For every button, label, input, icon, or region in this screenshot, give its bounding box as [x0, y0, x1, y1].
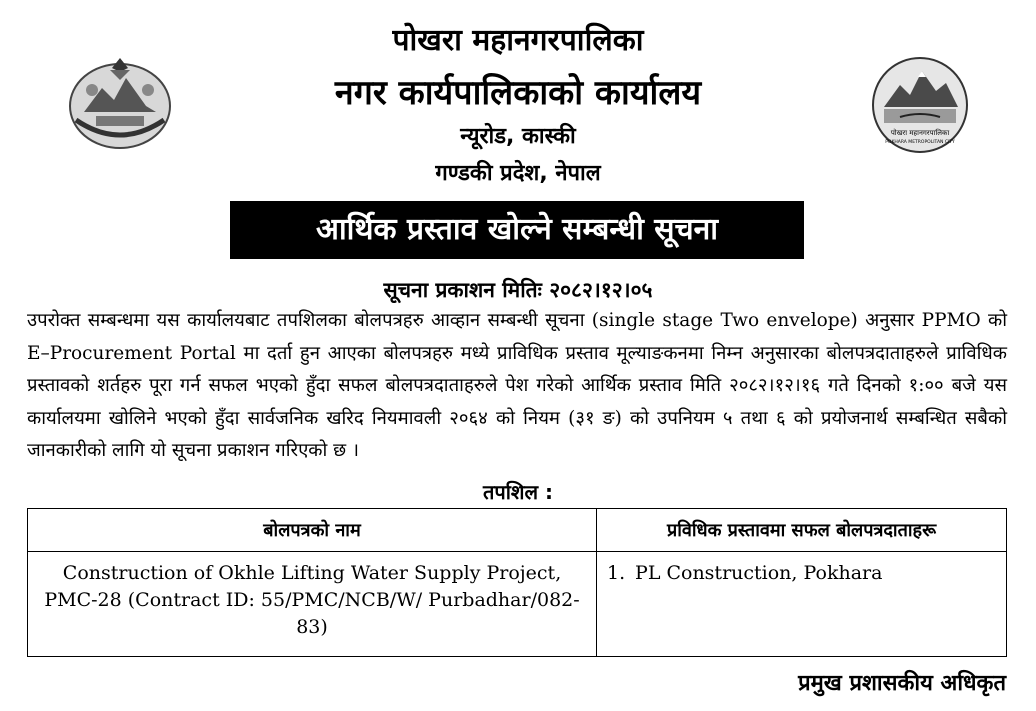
office-address: न्यूरोड, कास्की: [460, 124, 576, 149]
office-province: गण्डकी प्रदेश, नेपाल: [435, 161, 601, 186]
signatory-title: प्रमुख प्रशासकीय अधिकृत: [798, 671, 1006, 696]
logo-text-english: POKHARA METROPOLITAN CITY: [885, 140, 955, 145]
bidder-number: 1.: [607, 562, 626, 584]
logo-text-nepali: पोखरा महानगरपालिका: [890, 129, 950, 137]
bid-results-table: [27, 508, 1007, 657]
office-name: नगर कार्यपालिकाको कार्यालय: [334, 73, 702, 113]
column-header-successful-bidders: प्रविधिक प्रस्तावमा सफल बोलपत्रदाताहरू: [597, 509, 1007, 552]
bidder-item: [607, 560, 996, 587]
table-row: [28, 552, 1007, 657]
bidders-cell: [597, 552, 1007, 657]
bid-name-cell: Construction of Okhle Lifting Water Supply Project, PMC-28 (Contract ID: 55/PMC/NCB/W/ Purbadhar/082-83): [28, 552, 597, 657]
publication-date: सूचना प्रकाशन मितिः २०८२।१२।०५: [383, 278, 653, 302]
municipality-name: पोखरा महानगरपालिका: [392, 23, 644, 58]
notice-body-paragraph: उपरोक्त सम्बन्धमा यस कार्यालयबाट तपशिलका बोलपत्रहरु आव्हान सम्बन्धी सूचना (single stage Two envelope) अनुसार PPMO को E–Procurement Portal मा दर्ता हुन आएका बोलपत्रहरु मध्ये प्राविधिक प्रस्ताव मूल्याङकनमा निम्न अनुसारका बोलपत्रदाताहरुले प्राविधिक प्रस्तावको शर्तहरु पूरा गर्न सफल भएको हुँदा सफल बोलपत्रदाताहरुले पेश गरेको आर्थिक प्रस्ताव मिति २०८२।१२।१६ गते दिनको १:०० बजे यस कार्यालयमा खोलिने भएको हुँदा सार्वजनिक खरिद नियमावली २०६४ को नियम (३१ ङ) को उपनियम ५ तथा ६ को प्रयोजनार्थ सम्बन्धित सबैको जानकारीको लागि यो सूचना प्रकाशन गरिएको छ ।: [27, 310, 1007, 461]
column-header-bid-name: बोलपत्रको नाम: [28, 509, 597, 552]
notice-header: [0, 0, 1036, 200]
table-header-row: [28, 509, 1007, 552]
details-label: तपशिल :: [482, 480, 554, 504]
notice-title-banner: आर्थिक प्रस्ताव खोल्ने सम्बन्धी सूचना: [230, 201, 804, 259]
bidder-name: PL Construction, Pokhara: [635, 562, 883, 584]
